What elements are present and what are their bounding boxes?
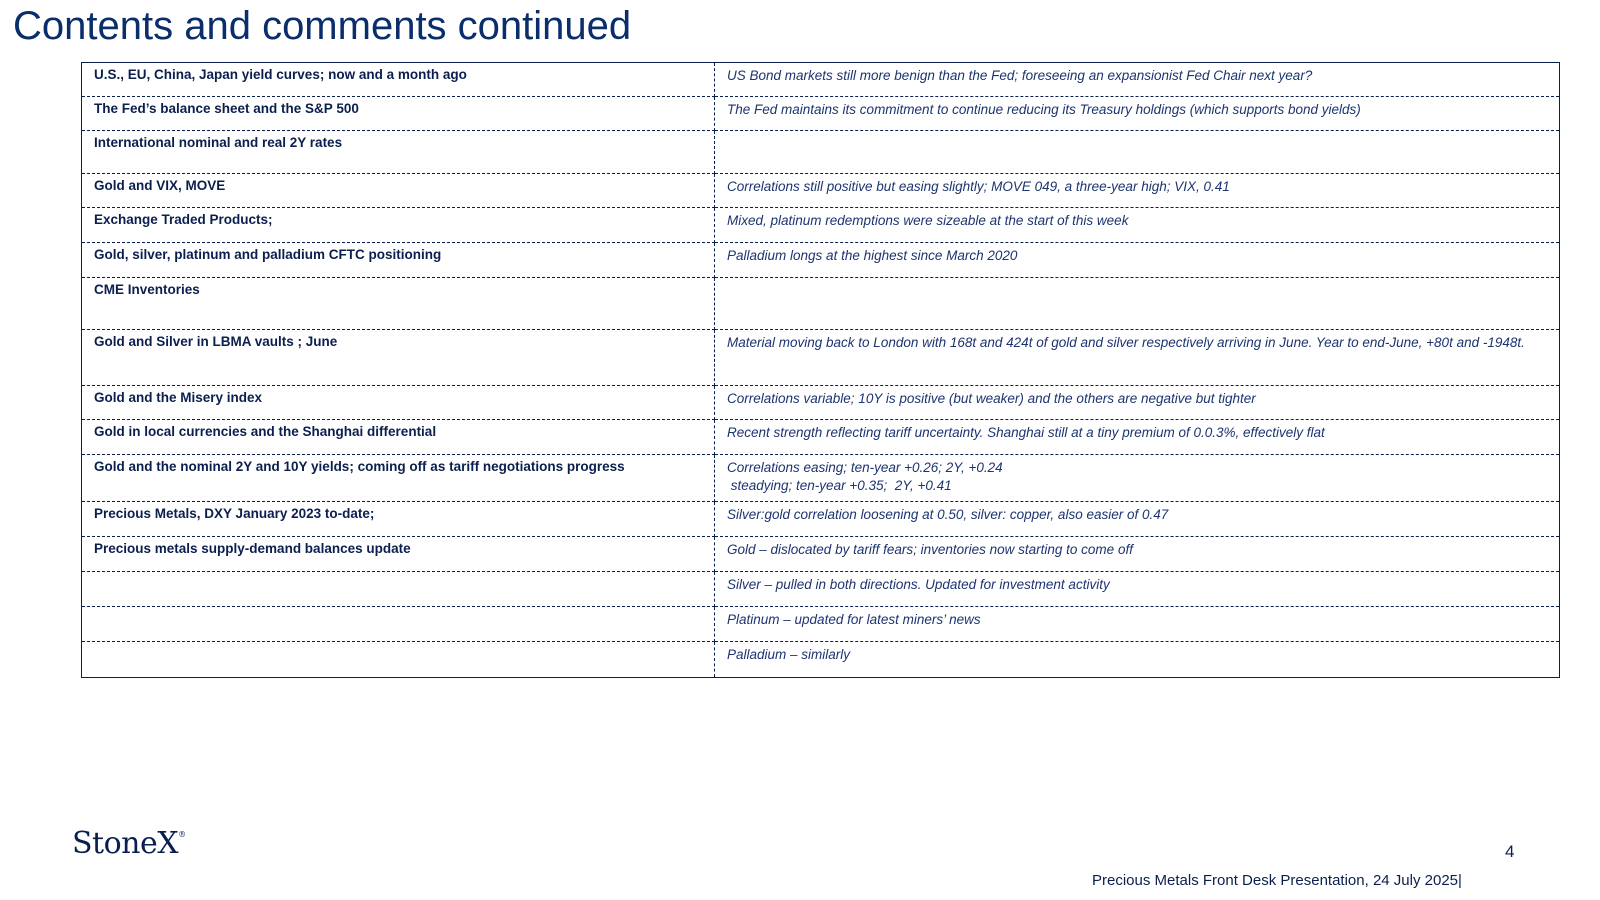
topic-cell: Gold in local currencies and the Shanghai differential (82, 420, 715, 455)
comment-cell: Correlations easing; ten-year +0.26; 2Y, +0.24 steadying; ten-year +0.35; 2Y, +0.41 (715, 455, 1560, 502)
comment-cell: Platinum – updated for latest miners’ news (715, 607, 1560, 642)
table-row (82, 502, 1560, 537)
page-number: 4 (1505, 842, 1515, 861)
page-title: Contents and comments continued (13, 4, 632, 48)
table-row (82, 420, 1560, 455)
topic-cell: Precious Metals, DXY January 2023 to-date; (82, 502, 715, 537)
comment-cell: Material moving back to London with 168t and 424t of gold and silver respectively arriving in June. Year to end-June, +80t and -1948t. (715, 330, 1560, 386)
topic-cell: Gold and the Misery index (82, 386, 715, 420)
table-row (82, 131, 1560, 174)
comment-cell: Palladium – similarly (715, 642, 1560, 678)
topic-cell: CME Inventories (82, 278, 715, 330)
comment-cell: Silver – pulled in both directions. Updated for investment activity (715, 572, 1560, 607)
comment-cell: Silver:gold correlation loosening at 0.50, silver: copper, also easier of 0.47 (715, 502, 1560, 537)
comment-cell: The Fed maintains its commitment to continue reducing its Treasury holdings (which supports bond yields) (715, 97, 1560, 131)
table-row (82, 243, 1560, 278)
table-row (82, 330, 1560, 386)
comment-cell: Palladium longs at the highest since March 2020 (715, 243, 1560, 278)
comment-cell: Mixed, platinum redemptions were sizeable at the start of this week (715, 208, 1560, 243)
table-row (82, 174, 1560, 208)
topic-cell: International nominal and real 2Y rates (82, 131, 715, 174)
table-row (82, 455, 1560, 502)
table-row (82, 607, 1560, 642)
comment-cell: Recent strength reflecting tariff uncertainty. Shanghai still at a tiny premium of 0.0.3%, effectively flat (715, 420, 1560, 455)
topic-cell: Gold and the nominal 2Y and 10Y yields; coming off as tariff negotiations progress (82, 455, 715, 502)
topic-cell: Precious metals supply-demand balances update (82, 537, 715, 572)
comment-cell (715, 131, 1560, 174)
comment-cell: US Bond markets still more benign than the Fed; foreseeing an expansionist Fed Chair next year? (715, 63, 1560, 97)
topic-cell: Gold, silver, platinum and palladium CFTC positioning (82, 243, 715, 278)
table-row (82, 97, 1560, 131)
comment-cell: Correlations variable; 10Y is positive (but weaker) and the others are negative but tighter (715, 386, 1560, 420)
topic-cell: Exchange Traded Products; (82, 208, 715, 243)
topic-cell: Gold and Silver in LBMA vaults ; June (82, 330, 715, 386)
topic-cell (82, 607, 715, 642)
table-row (82, 278, 1560, 330)
table-row (82, 63, 1560, 97)
contents-table (81, 62, 1560, 678)
topic-cell (82, 642, 715, 678)
stonex-logo: StoneX® (72, 826, 186, 861)
topic-cell: U.S., EU, China, Japan yield curves; now and a month ago (82, 63, 715, 97)
table-row (82, 537, 1560, 572)
comment-cell (715, 278, 1560, 330)
footer-text: Precious Metals Front Desk Presentation, 24 July 2025| (1092, 872, 1462, 889)
comment-cell: Gold – dislocated by tariff fears; inventories now starting to come off (715, 537, 1560, 572)
table-row (82, 208, 1560, 243)
table-row (82, 572, 1560, 607)
topic-cell (82, 572, 715, 607)
topic-cell: The Fed’s balance sheet and the S&P 500 (82, 97, 715, 131)
table-row (82, 642, 1560, 678)
table-row (82, 386, 1560, 420)
comment-cell: Correlations still positive but easing slightly; MOVE 049, a three-year high; VIX, 0.41 (715, 174, 1560, 208)
topic-cell: Gold and VIX, MOVE (82, 174, 715, 208)
